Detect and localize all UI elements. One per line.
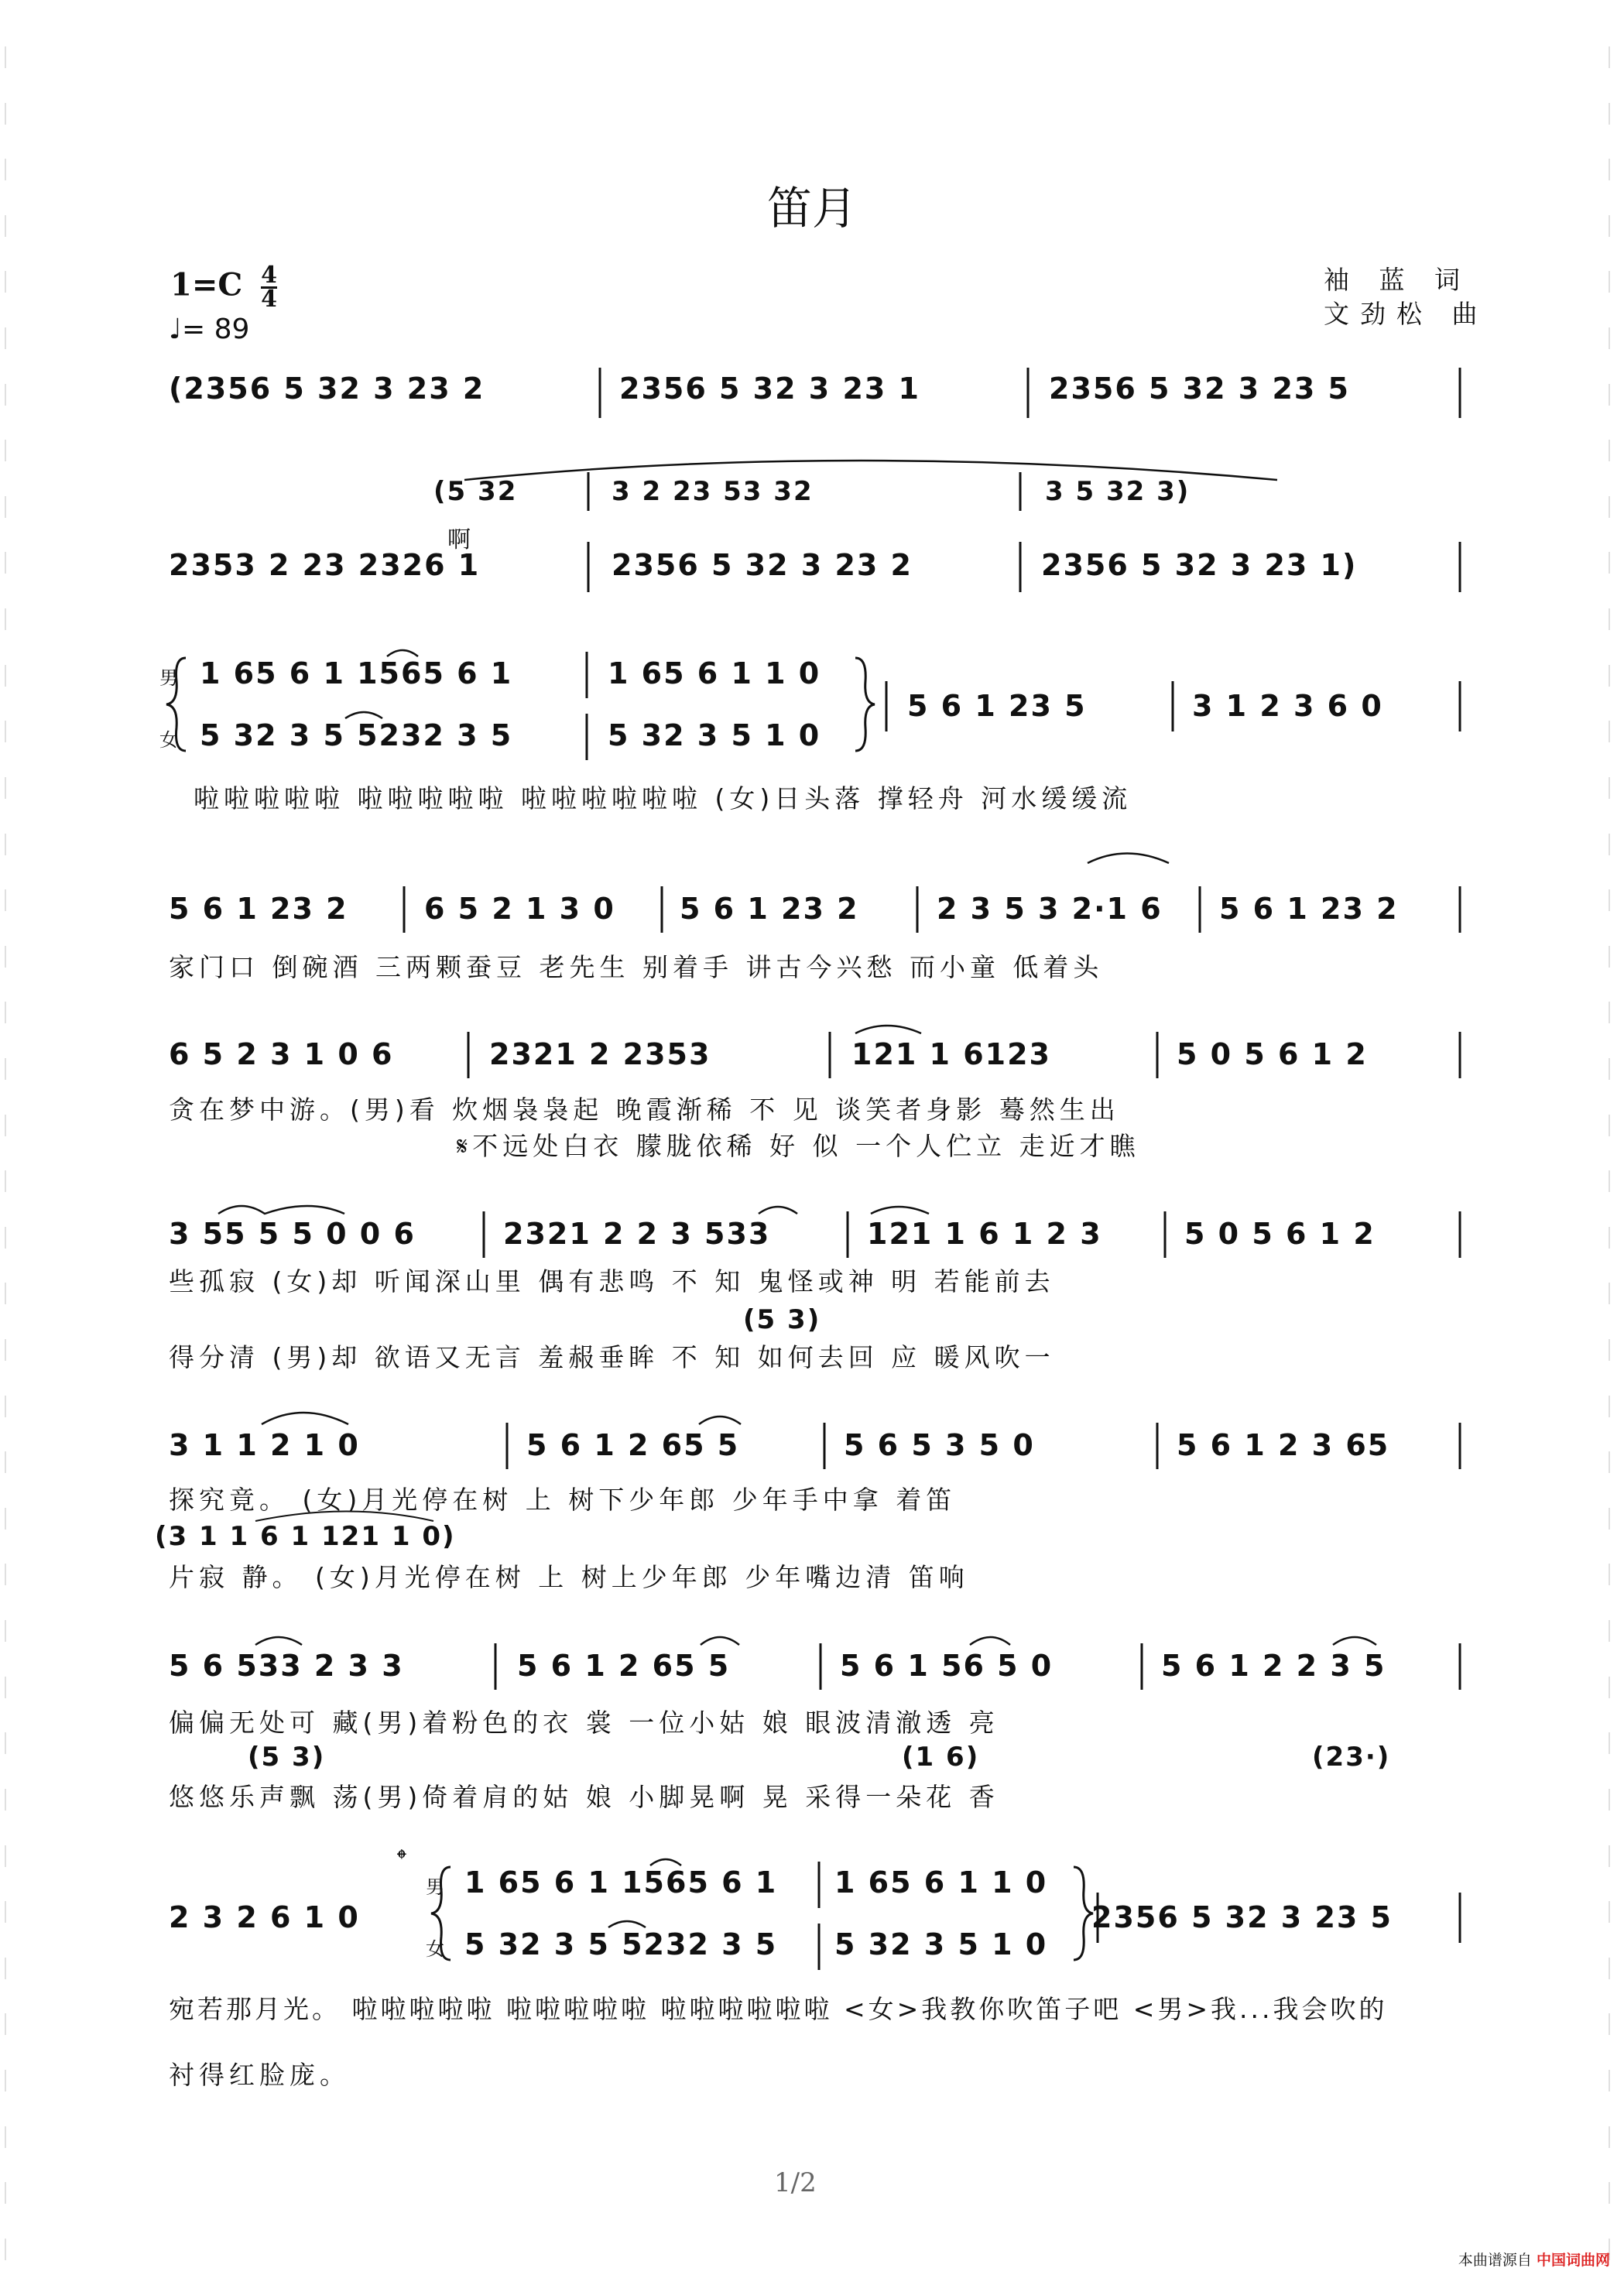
female-voice-label: 女 xyxy=(159,729,178,751)
notation-measure: 5 6 1 23 2 xyxy=(1219,892,1399,926)
notation-measure: 5 6 5 3 5 0 xyxy=(844,1428,1035,1462)
notation-measure: 2321 2 2 3 533 xyxy=(503,1217,771,1251)
female-part-measure: 5 32 3 5 1 0 xyxy=(834,1927,1048,1961)
notation-measure: 5 0 5 6 1 2 xyxy=(1184,1217,1376,1251)
notation-measure: 6 5 2 1 3 0 xyxy=(424,892,615,926)
notation-measure: (5 32 xyxy=(433,476,518,507)
notation-measure: 3 2 23 53 32 xyxy=(612,476,814,507)
lyric-line: 衬得红脸庞。 xyxy=(169,2060,350,2090)
notation-measure: 2 3 5 3 2·1 6 xyxy=(937,892,1163,926)
male-part-measure: 1 65 6 1 1 0 xyxy=(608,656,821,690)
notation-measure: 2 3 2 6 1 0 xyxy=(169,1900,360,1934)
male-voice-label: 男 xyxy=(426,1876,444,1898)
lyricist-credit: 袖 蓝 词 xyxy=(1324,265,1471,295)
notation-measure: 2356 5 32 3 23 2 xyxy=(612,548,913,582)
alternate-notes: (23·) xyxy=(1312,1742,1391,1773)
female-part-measure: 5 32 3 5 1 0 xyxy=(608,718,821,752)
lyric-line: 探究竟。 (女)月光停在树 上 树下少年郎 少年手中拿 着笛 xyxy=(169,1485,957,1515)
lyric-line: 偏偏无处可 藏(男)着粉色的衣 裳 一位小姑 娘 眼波清澈透 亮 xyxy=(169,1708,999,1738)
female-voice-label: 女 xyxy=(426,1938,444,1960)
time-signature: $\frac{4}{4}$ xyxy=(261,262,277,313)
notation-measure: 5 6 533 2 3 3 xyxy=(169,1649,404,1683)
notation-measure: 3 1 1 2 1 0 xyxy=(169,1428,360,1462)
male-part-measure: 1 65 6 1 1565 6 1 xyxy=(200,656,513,690)
alternate-notes: (5 3) xyxy=(248,1742,326,1773)
alternate-notes: (1 6) xyxy=(902,1742,980,1773)
lyric-line: 得分清 (男)却 欲语又无言 羞赧垂眸 不 知 如何去回 应 暖风吹一 xyxy=(169,1342,1055,1372)
page-number: 1/2 xyxy=(774,2167,817,2198)
notation-measure: 5 0 5 6 1 2 xyxy=(1177,1037,1368,1071)
interjection-word: 啊 xyxy=(447,526,471,553)
notation-measure: 2321 2 2353 xyxy=(489,1037,711,1071)
notation-measure: 5 6 1 2 2 3 5 xyxy=(1161,1649,1386,1683)
notation-measure: 5 6 1 23 2 xyxy=(680,892,859,926)
source-credit: 本曲谱源自 中国词曲网 xyxy=(1458,2252,1610,2269)
male-part-measure: 1 65 6 1 1565 6 1 xyxy=(464,1865,778,1900)
lyric-line: 悠悠乐声飘 荡(男)倚着肩的姑 娘 小脚晃啊 晃 采得一朵花 香 xyxy=(169,1782,999,1812)
alternate-notes: (5 3) xyxy=(743,1304,821,1335)
notation-measure: 5 6 1 2 65 5 xyxy=(526,1428,740,1462)
lyric-line: 啦啦啦啦啦 啦啦啦啦啦 啦啦啦啦啦啦 (女)日头落 撑轻舟 河水缓缓流 xyxy=(194,783,1132,814)
notation-measure: 6 5 2 3 1 0 6 xyxy=(169,1037,394,1071)
notation-measure: 121 1 6123 xyxy=(851,1037,1051,1071)
male-voice-label: 男 xyxy=(159,667,178,689)
key-signature: 1=C $\frac{4}{4}$ xyxy=(170,262,277,313)
notation-measure: 2356 5 32 3 23 1 xyxy=(619,372,920,406)
notation-measure: 121 1 6 1 2 3 xyxy=(867,1217,1102,1251)
notation-measure: 3 1 2 3 6 0 xyxy=(1192,689,1383,723)
alternate-notes: (3 1 1 6 1 121 1 0) xyxy=(155,1521,456,1552)
site-brand: 中国词曲网 xyxy=(1536,2252,1610,2269)
notation-measure: 2356 5 32 3 23 5 xyxy=(1091,1900,1393,1934)
lyric-line: 𝄋不远处白衣 朦胧依稀 好 似 一个人伫立 走近才瞧 xyxy=(457,1131,1140,1161)
lyric-line: 些孤寂 (女)却 听闻深山里 偶有悲鸣 不 知 鬼怪或神 明 若能前去 xyxy=(169,1266,1055,1297)
notation-measure: 5 6 1 23 2 xyxy=(169,892,348,926)
female-part-measure: 5 32 3 5 5232 3 5 xyxy=(464,1927,778,1961)
notation-measure: 5 6 1 56 5 0 xyxy=(840,1649,1054,1683)
lyric-line: 家门口 倒碗酒 三两颗蚕豆 老先生 别着手 讲古今兴愁 而小童 低着头 xyxy=(169,952,1104,982)
lyric-line: 贪在梦中游。(男)看 炊烟袅袅起 晚霞渐稀 不 见 谈笑者身影 蓦然生出 xyxy=(169,1095,1120,1125)
male-part-measure: 1 65 6 1 1 0 xyxy=(834,1865,1048,1900)
coda-sign: 𝄌 xyxy=(397,1844,406,1875)
notation-measure: 5 6 1 23 5 xyxy=(907,689,1087,723)
notation-measure: 2356 5 32 3 23 1) xyxy=(1041,548,1358,582)
notation-measure: (2356 5 32 3 23 2 xyxy=(169,372,485,406)
notation-measure: 5 6 1 2 65 5 xyxy=(517,1649,731,1683)
notation-measure: 2356 5 32 3 23 5 xyxy=(1049,372,1350,406)
lyric-line: 宛若那月光。 啦啦啦啦啦 啦啦啦啦啦 啦啦啦啦啦啦 <女>我教你吹笛子吧 <男>我...我会吹的 xyxy=(169,1994,1388,2024)
notation-measure: 3 5 32 3) xyxy=(1045,476,1191,507)
female-part-measure: 5 32 3 5 5232 3 5 xyxy=(200,718,513,752)
notation-measure: 3 55 5 5 0 0 6 xyxy=(169,1217,416,1251)
song-title: 笛月 xyxy=(766,182,857,235)
composer-credit: 文劲松 曲 xyxy=(1324,299,1489,329)
notation-measure: 2353 2 23 2326 1 xyxy=(169,548,481,582)
notation-measure: 5 6 1 2 3 65 xyxy=(1177,1428,1390,1462)
lyric-line: 片寂 静。 (女)月光停在树 上 树上少年郎 少年嘴边清 笛响 xyxy=(169,1562,969,1592)
tempo-marking: ♩= 89 xyxy=(169,313,250,345)
